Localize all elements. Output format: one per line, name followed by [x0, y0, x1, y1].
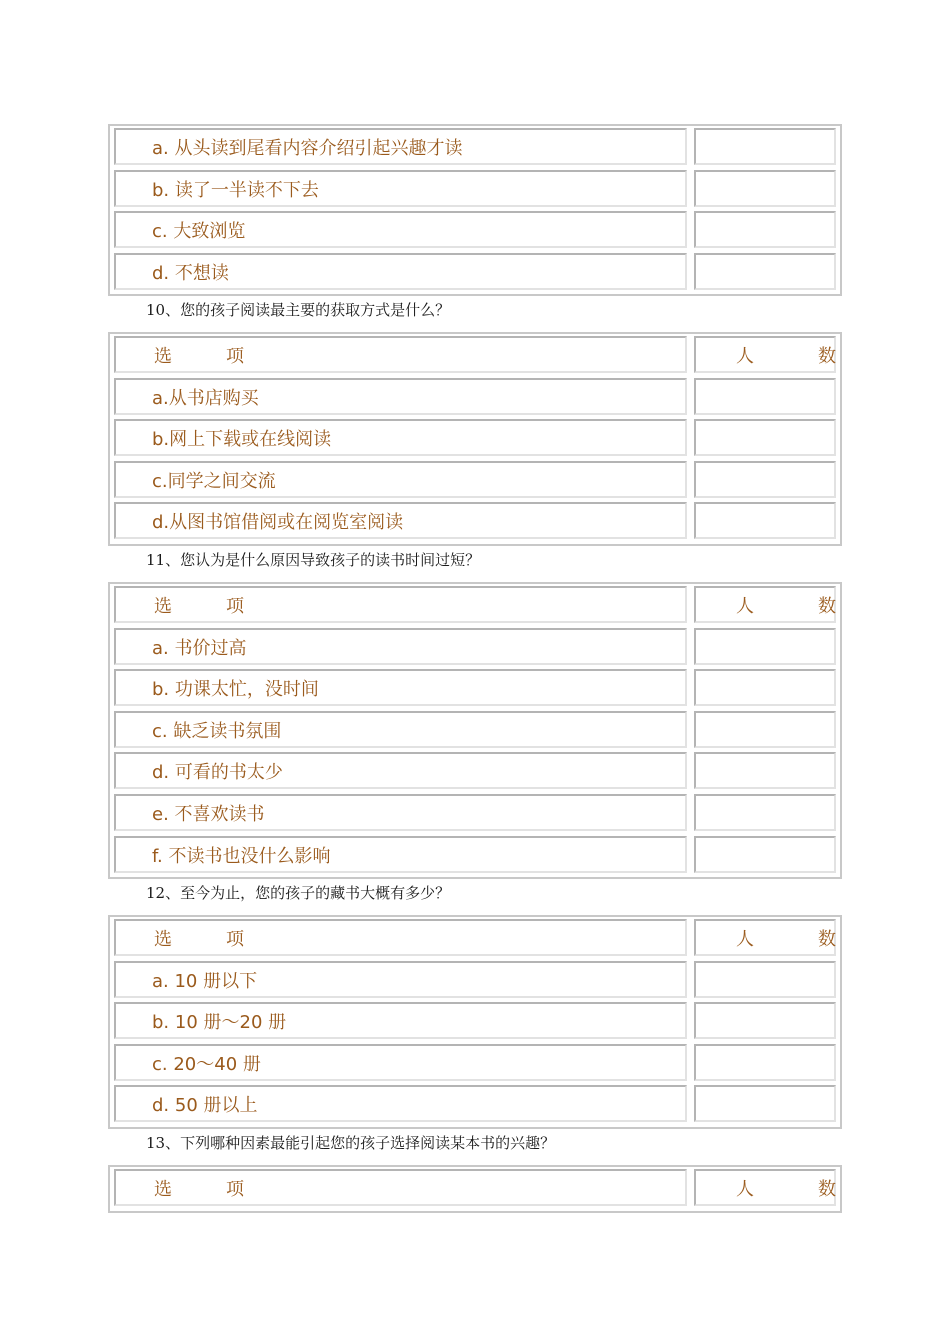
- table-row: [110, 502, 840, 544]
- option-label: a. 从头读到尾看内容介绍引起兴趣才读: [152, 138, 463, 159]
- table-row: [110, 1085, 840, 1127]
- table-row: [110, 253, 840, 295]
- option-cell: [114, 794, 687, 831]
- table-row: [110, 628, 840, 670]
- option-label: f. 不读书也没什么影响: [152, 845, 331, 867]
- option-label: a.从书店购买: [152, 387, 259, 409]
- count-cell: [694, 1002, 836, 1039]
- option-label: a. 书价过高: [152, 637, 247, 659]
- option-label: b. 功课太忙，没时间: [152, 679, 319, 701]
- option-header-cell: [114, 586, 687, 623]
- question-11: 11、您认为是什么原因导致孩子的读书时间过短？: [146, 551, 481, 569]
- option-label: d.从图书馆借阅或在阅览室阅读: [152, 512, 404, 534]
- option-header-cell: [114, 1169, 687, 1206]
- option-label: d. 可看的书太少: [152, 762, 283, 784]
- count-header: 人数: [736, 1179, 900, 1200]
- table-row: [110, 461, 840, 503]
- count-cell: [694, 461, 836, 498]
- table-row: [110, 794, 840, 836]
- option-label: d. 不想读: [152, 262, 229, 284]
- count-cell: [694, 794, 836, 831]
- survey-table-11: [108, 582, 900, 879]
- option-header: 选项: [154, 1179, 298, 1200]
- count-header: 人数: [736, 346, 900, 367]
- option-cell: [114, 378, 687, 415]
- count-header-cell: [694, 1169, 900, 1206]
- table-row: [110, 711, 840, 753]
- count-cell: [694, 669, 836, 706]
- count-cell: [694, 711, 836, 748]
- option-header-cell: [114, 919, 687, 956]
- option-label: b. 10 册～20 册: [152, 1012, 287, 1034]
- option-label: c. 缺乏读书氛围: [152, 720, 282, 742]
- count-cell: [694, 836, 836, 873]
- option-cell: [114, 253, 687, 290]
- option-header: 选项: [154, 596, 298, 617]
- table-row: [110, 211, 840, 253]
- count-cell: [694, 419, 836, 456]
- option-cell: [114, 419, 687, 456]
- count-cell: [694, 1085, 836, 1122]
- table-row: [110, 961, 840, 1003]
- option-label: c. 大致浏览: [152, 221, 246, 243]
- count-cell: [694, 211, 836, 248]
- question-10: 10、您的孩子阅读最主要的获取方式是什么？: [146, 301, 451, 319]
- count-cell: [694, 752, 836, 789]
- table-row: [110, 836, 840, 878]
- count-cell: [694, 628, 836, 665]
- table-row: [110, 378, 840, 420]
- option-label: b. 读了一半读不下去: [152, 179, 319, 201]
- count-header-cell: [694, 919, 900, 956]
- option-label: a. 10 册以下: [152, 970, 258, 992]
- option-label: d. 50 册以上: [152, 1095, 258, 1117]
- count-header: 人数: [736, 596, 900, 617]
- option-cell: [114, 1085, 687, 1122]
- survey-table-12: [108, 915, 900, 1129]
- count-cell: [694, 253, 836, 290]
- question-13: 13、下列哪种因素最能引起您的孩子选择阅读某本书的兴趣？: [146, 1134, 556, 1152]
- table-row: [110, 170, 840, 212]
- table-row: [110, 128, 840, 170]
- option-cell: [114, 211, 687, 248]
- survey-table-9: [108, 124, 842, 296]
- option-cell: [114, 170, 687, 207]
- option-label: c. 20～40 册: [152, 1053, 261, 1075]
- option-cell: [114, 961, 687, 998]
- count-header-cell: [694, 336, 900, 373]
- option-label: e. 不喜欢读书: [152, 803, 265, 825]
- count-cell: [694, 170, 836, 207]
- header-row: [110, 919, 900, 961]
- option-cell: [114, 1002, 687, 1039]
- count-cell: [694, 128, 836, 165]
- option-cell: [114, 128, 687, 165]
- table-row: [110, 419, 840, 461]
- option-header: 选项: [154, 346, 298, 367]
- count-cell: [694, 378, 836, 415]
- survey-table-10: [108, 332, 900, 546]
- option-cell: [114, 669, 687, 706]
- option-header: 选项: [154, 929, 298, 950]
- count-cell: [694, 1044, 836, 1081]
- count-cell: [694, 502, 836, 539]
- option-header-cell: [114, 336, 687, 373]
- count-cell: [694, 961, 836, 998]
- table-row: [110, 1002, 840, 1044]
- option-cell: [114, 711, 687, 748]
- header-row: [110, 336, 900, 378]
- option-cell: [114, 752, 687, 789]
- option-label: b.网上下载或在线阅读: [152, 429, 332, 451]
- option-cell: [114, 461, 687, 498]
- option-cell: [114, 628, 687, 665]
- count-header: 人数: [736, 929, 900, 950]
- table-row: [110, 669, 840, 711]
- table-row: [110, 752, 840, 794]
- count-header-cell: [694, 586, 900, 623]
- option-cell: [114, 502, 687, 539]
- option-label: c.同学之间交流: [152, 470, 276, 492]
- header-row: [110, 1169, 900, 1211]
- header-row: [110, 586, 900, 628]
- option-cell: [114, 1044, 687, 1081]
- survey-table-13: [108, 1165, 900, 1213]
- question-12: 12、至今为止，您的孩子的藏书大概有多少？: [146, 884, 451, 902]
- option-cell: [114, 836, 687, 873]
- table-row: [110, 1044, 840, 1086]
